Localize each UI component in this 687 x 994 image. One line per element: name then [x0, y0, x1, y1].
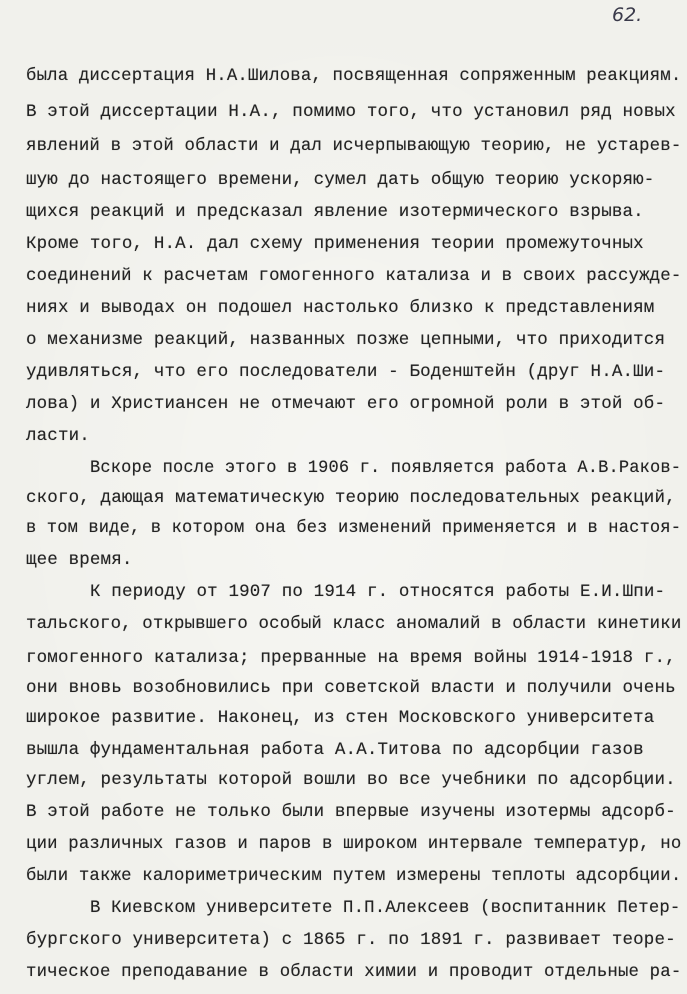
text-line: ниях и выводах он подошел настолько близко к представлениям	[26, 298, 655, 318]
text-line: щихся реакций и предсказал явление изотермического взрыва.	[26, 202, 644, 222]
text-line: Вскоре после этого в 1906 г. появляется работа А.В.Раков-	[90, 458, 682, 478]
text-line: в том виде, в котором она без изменений применяется и в настоя-	[26, 518, 682, 538]
text-line: вышла фундаментальная работа А.А.Титова по адсорбции газов	[26, 740, 644, 760]
text-line: явлений в этой области и дал исчерпывающую теорию, не устарев-	[26, 136, 682, 156]
text-line: тальского, открывшего особый класс аномалий в области кинетики	[26, 614, 682, 634]
text-line: В этой диссертации Н.А., помимо того, что установил ряд новых	[26, 102, 676, 122]
text-line: широкое развитие. Наконец, из стен Московского университета	[26, 708, 655, 728]
text-line: шую до настоящего времени, сумел дать общую теорию ускоряю-	[26, 170, 655, 190]
text-line: были также калориметрическим путем измерены теплоты адсорбции.	[26, 866, 682, 886]
text-line: удивляться, что его последователи - Боденштейн (друг Н.А.Ши-	[26, 362, 666, 382]
page-number: 62.	[612, 4, 643, 26]
text-line: ции различных газов и паров в широком интервале температур, но	[26, 834, 682, 854]
text-line: ласти.	[26, 426, 90, 446]
text-line: В Киевском университете П.П.Алексеев (воспитанник Петер-	[90, 898, 681, 918]
text-line: углем, результаты которой вошли во все учебники по адсорбции.	[26, 770, 676, 790]
text-line: они вновь возобновились при советской власти и получили очень	[26, 678, 676, 698]
text-line: ского, дающая математическую теорию последовательных реакций,	[26, 488, 676, 508]
text-line: К периоду от 1907 по 1914 г. относятся работы Е.И.Шпи-	[90, 582, 666, 602]
text-line: была диссертация Н.А.Шилова, посвященная сопряженным реакциям.	[26, 66, 682, 86]
text-line: бургского университета) с 1865 г. по 1891 г. развивает теоре-	[26, 930, 676, 950]
text-line: В этой работе не только были впервые изучены изотермы адсорб-	[26, 802, 676, 822]
text-line: соединений к расчетам гомогенного катализа и в своих рассужде-	[26, 266, 682, 286]
text-line: о механизме реакций, названных позже цепными, что приходится	[26, 330, 666, 350]
text-line: лова) и Христиансен не отмечают его огромной роли в этой об-	[26, 394, 666, 414]
text-line: щее время.	[26, 550, 133, 570]
text-line: гомогенного катализа; прерванные на время войны 1914-1918 г.,	[26, 648, 676, 668]
text-line: Кроме того, Н.А. дал схему применения теории промежуточных	[26, 234, 644, 254]
text-line: тическое преподавание в области химии и проводит отдельные ра-	[26, 962, 682, 982]
